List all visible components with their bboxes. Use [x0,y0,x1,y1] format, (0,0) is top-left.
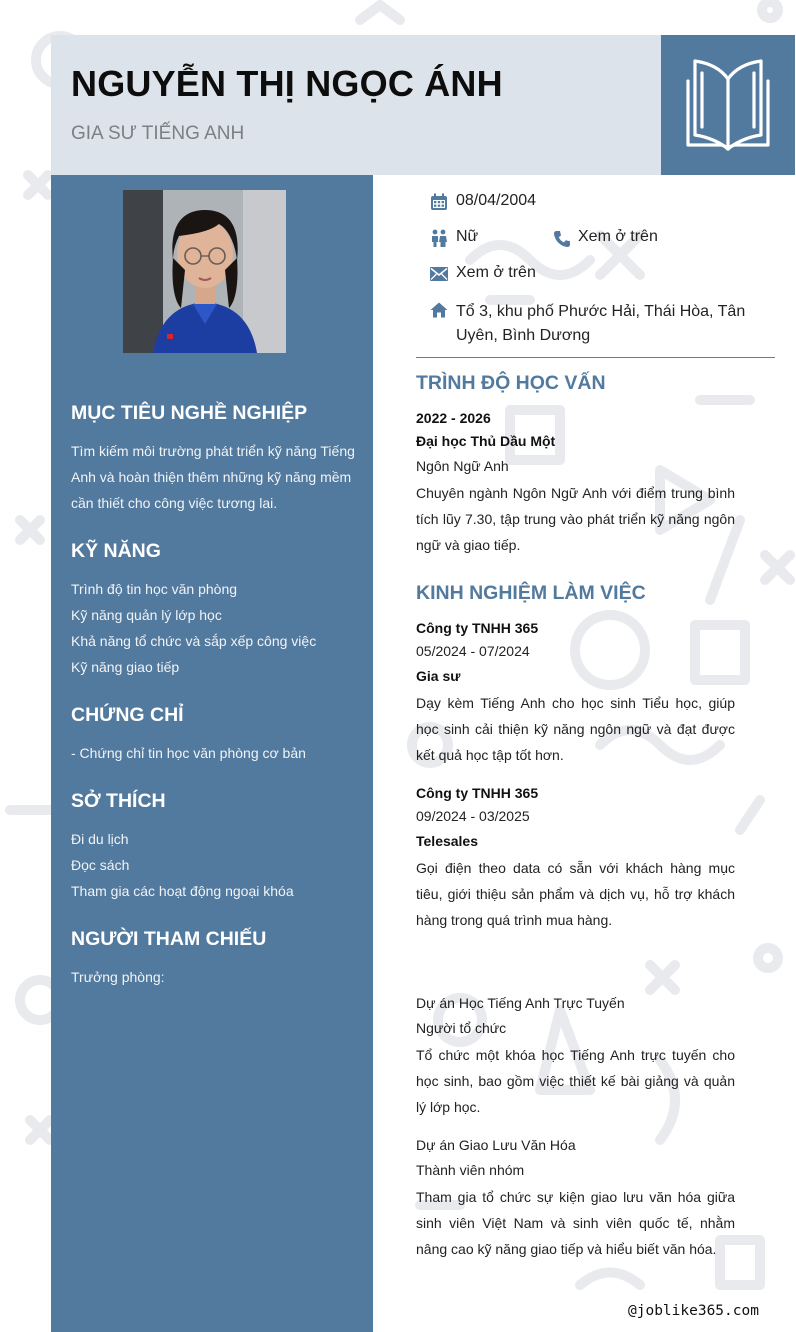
gender-icon [430,229,448,247]
experience-description: Dạy kèm Tiếng Anh cho học sinh Tiểu học, giúp học sinh cải thiện kỹ năng ngôn ngữ và đạt được kết quả học tập tốt hơn. [416,695,735,763]
education-major: Ngôn Ngữ Anh [416,458,509,474]
email: Xem ở trên [456,264,536,281]
experience-description: Gọi điện theo data có sẵn với khách hàng mục tiêu, giới thiệu sản phẩm và dịch vụ, hỗ trợ khách hàng trong quá trình mua hàng. [416,860,735,928]
birthdate: 08/04/2004 [456,192,537,209]
experience-period: 05/2024 - 07/2024 [416,643,530,659]
project-name: Dự án Giao Lưu Văn Hóa [416,1137,576,1153]
project-role: Người tổ chức [416,1020,507,1036]
hobby-item: Tham gia các hoạt động ngoại khóa [71,883,294,899]
watermark: @joblike365.com [628,1303,759,1319]
home-icon [430,302,448,318]
hobby-item: Đi du lịch [71,831,129,847]
project-name: Dự án Học Tiếng Anh Trực Tuyến [416,995,625,1011]
education-period: 2022 - 2026 [416,410,491,426]
project-description: Tổ chức một khóa học Tiếng Anh trực tuyến cho học sinh, bao gồm việc thiết kế bài giảng và quản lý lớp học. [416,1047,735,1115]
job-title: GIA SƯ TIẾNG ANH [71,123,245,144]
objective-title: MỤC TIÊU NGHỀ NGHIỆP [71,402,308,424]
hobbies-title: SỞ THÍCH [71,790,166,812]
mail-icon [430,267,448,281]
skill-item: Kỹ năng giao tiếp [71,659,180,675]
certificate-item: - Chứng chỉ tin học văn phòng cơ bản [71,745,306,761]
experience-company: Công ty TNHH 365 [416,620,539,636]
skill-item: Trình độ tin học văn phòng [71,581,238,597]
address: Tổ 3, khu phố Phước Hải, Thái Hòa, Tân Uyên, Bình Dương [456,303,746,344]
gender: Nữ [456,228,479,245]
section-divider [416,357,775,358]
skills-title: KỸ NĂNG [71,540,161,562]
references-text: Trưởng phòng: [71,969,165,985]
experience-period: 09/2024 - 03/2025 [416,808,530,824]
candidate-name: NGUYỄN THỊ NGỌC ÁNH [71,63,503,104]
education-school: Đại học Thủ Dầu Một [416,433,556,449]
calendar-icon [430,193,448,211]
project-description: Tham gia tổ chức sự kiện giao lưu văn hóa giữa sinh viên Việt Nam và sinh viên quốc tế, nhằm nâng cao kỹ năng giao tiếp và hiểu biết văn hóa. [416,1189,735,1257]
certificates-title: CHỨNG CHỈ [71,704,184,726]
phone: Xem ở trên [578,228,658,245]
references-title: NGƯỜI THAM CHIẾU [71,928,267,950]
experience-role: Gia sư [416,668,461,684]
project-role: Thành viên nhóm [416,1162,525,1178]
skill-item: Kỹ năng quản lý lớp học [71,607,222,623]
experience-role: Telesales [416,833,479,849]
education-title: TRÌNH ĐỘ HỌC VẤN [416,372,606,394]
experience-company: Công ty TNHH 365 [416,785,539,801]
phone-icon [553,230,571,248]
skill-item: Khả năng tổ chức và sắp xếp công việc [71,633,317,649]
objective-text: Tìm kiếm môi trường phát triển kỹ năng Tiếng Anh và hoàn thiện thêm những kỹ năng mềm cần thiết cho công việc tương lai. [71,443,355,511]
hobby-item: Đọc sách [71,857,130,873]
education-description: Chuyên ngành Ngôn Ngữ Anh với điểm trung bình tích lũy 7.30, tập trung vào phát triển kỹ năng ngôn ngữ và giao tiếp. [416,485,735,553]
experience-title: KINH NGHIỆM LÀM VIỆC [416,582,646,604]
